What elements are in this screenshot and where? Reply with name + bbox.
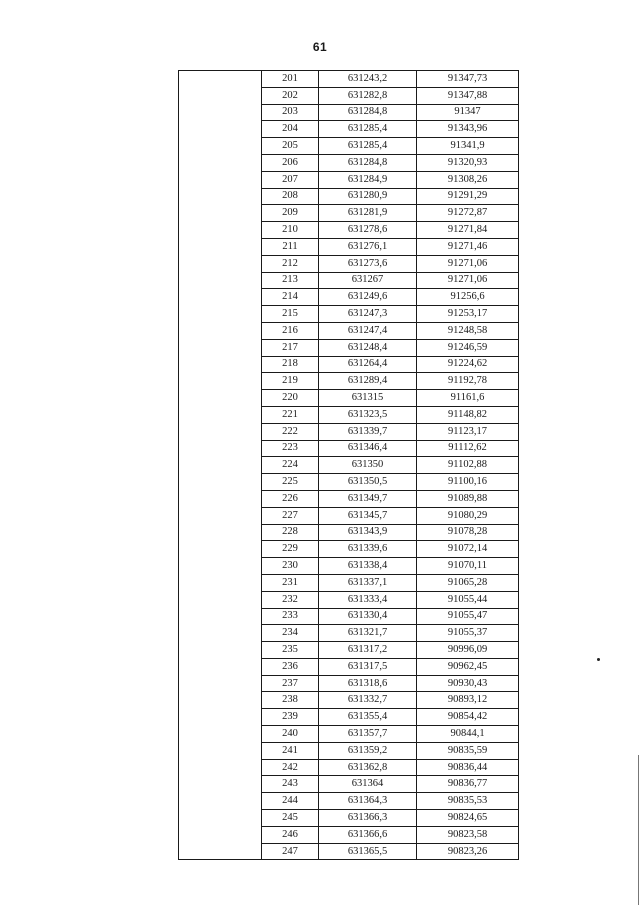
- y-coordinate-cell: 90835,59: [417, 742, 519, 759]
- y-coordinate-cell: 91224,62: [417, 356, 519, 373]
- point-number-cell: 242: [262, 759, 319, 776]
- x-coordinate-cell: 631366,3: [319, 810, 417, 827]
- y-coordinate-cell: 91271,84: [417, 222, 519, 239]
- point-number-cell: 243: [262, 776, 319, 793]
- point-number-cell: 211: [262, 238, 319, 255]
- x-coordinate-cell: 631345,7: [319, 507, 417, 524]
- y-coordinate-cell: 91253,17: [417, 306, 519, 323]
- y-coordinate-cell: 91065,28: [417, 574, 519, 591]
- y-coordinate-cell: 91320,93: [417, 154, 519, 171]
- y-coordinate-cell: 91102,88: [417, 457, 519, 474]
- point-number-cell: 223: [262, 440, 319, 457]
- y-coordinate-cell: 91055,44: [417, 591, 519, 608]
- point-number-cell: 222: [262, 423, 319, 440]
- y-coordinate-cell: 91248,58: [417, 322, 519, 339]
- x-coordinate-cell: 631284,8: [319, 104, 417, 121]
- point-number-cell: 224: [262, 457, 319, 474]
- y-coordinate-cell: 91078,28: [417, 524, 519, 541]
- point-number-cell: 228: [262, 524, 319, 541]
- x-coordinate-cell: 631317,5: [319, 658, 417, 675]
- y-coordinate-cell: 90835,53: [417, 793, 519, 810]
- point-number-cell: 205: [262, 138, 319, 155]
- x-coordinate-cell: 631284,9: [319, 171, 417, 188]
- y-coordinate-cell: 91246,59: [417, 339, 519, 356]
- y-coordinate-cell: 91055,47: [417, 608, 519, 625]
- x-coordinate-cell: 631278,6: [319, 222, 417, 239]
- y-coordinate-cell: 91123,17: [417, 423, 519, 440]
- x-coordinate-cell: 631281,9: [319, 205, 417, 222]
- coordinates-table-body: [179, 71, 519, 860]
- point-number-cell: 212: [262, 255, 319, 272]
- point-number-cell: 210: [262, 222, 319, 239]
- y-coordinate-cell: 91343,96: [417, 121, 519, 138]
- x-coordinate-cell: 631247,4: [319, 322, 417, 339]
- x-coordinate-cell: 631364,3: [319, 793, 417, 810]
- x-coordinate-cell: 631267: [319, 272, 417, 289]
- x-coordinate-cell: 631350,5: [319, 474, 417, 491]
- point-number-cell: 202: [262, 87, 319, 104]
- y-coordinate-cell: 91070,11: [417, 558, 519, 575]
- x-coordinate-cell: 631264,4: [319, 356, 417, 373]
- x-coordinate-cell: 631248,4: [319, 339, 417, 356]
- x-coordinate-cell: 631350: [319, 457, 417, 474]
- point-number-cell: 240: [262, 726, 319, 743]
- y-coordinate-cell: 91089,88: [417, 490, 519, 507]
- x-coordinate-cell: 631365,5: [319, 843, 417, 860]
- y-coordinate-cell: 91100,16: [417, 474, 519, 491]
- y-coordinate-cell: 91112,62: [417, 440, 519, 457]
- point-number-cell: 230: [262, 558, 319, 575]
- point-number-cell: 215: [262, 306, 319, 323]
- y-coordinate-cell: 91161,6: [417, 390, 519, 407]
- x-coordinate-cell: 631339,7: [319, 423, 417, 440]
- x-coordinate-cell: 631284,8: [319, 154, 417, 171]
- point-number-cell: 241: [262, 742, 319, 759]
- point-number-cell: 229: [262, 541, 319, 558]
- point-number-cell: 208: [262, 188, 319, 205]
- y-coordinate-cell: 91271,06: [417, 255, 519, 272]
- y-coordinate-cell: 91347: [417, 104, 519, 121]
- y-coordinate-cell: 91192,78: [417, 373, 519, 390]
- point-number-cell: 233: [262, 608, 319, 625]
- y-coordinate-cell: 90824,65: [417, 810, 519, 827]
- x-coordinate-cell: 631318,6: [319, 675, 417, 692]
- x-coordinate-cell: 631280,9: [319, 188, 417, 205]
- page-number: 61: [312, 40, 328, 54]
- x-coordinate-cell: 631273,6: [319, 255, 417, 272]
- point-number-cell: 226: [262, 490, 319, 507]
- point-number-cell: 201: [262, 71, 319, 88]
- coordinates-table: [178, 70, 519, 860]
- x-coordinate-cell: 631338,4: [319, 558, 417, 575]
- y-coordinate-cell: 90962,45: [417, 658, 519, 675]
- x-coordinate-cell: 631249,6: [319, 289, 417, 306]
- x-coordinate-cell: 631349,7: [319, 490, 417, 507]
- point-number-cell: 235: [262, 642, 319, 659]
- x-coordinate-cell: 631289,4: [319, 373, 417, 390]
- y-coordinate-cell: 90844,1: [417, 726, 519, 743]
- point-number-cell: 203: [262, 104, 319, 121]
- point-number-cell: 204: [262, 121, 319, 138]
- x-coordinate-cell: 631339,6: [319, 541, 417, 558]
- point-number-cell: 232: [262, 591, 319, 608]
- x-coordinate-cell: 631330,4: [319, 608, 417, 625]
- point-number-cell: 216: [262, 322, 319, 339]
- x-coordinate-cell: 631346,4: [319, 440, 417, 457]
- point-number-cell: 219: [262, 373, 319, 390]
- x-coordinate-cell: 631332,7: [319, 692, 417, 709]
- point-number-cell: 209: [262, 205, 319, 222]
- point-number-cell: 245: [262, 810, 319, 827]
- scan-speck: [597, 658, 600, 661]
- x-coordinate-cell: 631343,9: [319, 524, 417, 541]
- y-coordinate-cell: 91148,82: [417, 406, 519, 423]
- y-coordinate-cell: 90996,09: [417, 642, 519, 659]
- point-number-cell: 213: [262, 272, 319, 289]
- point-number-cell: 246: [262, 826, 319, 843]
- point-number-cell: 227: [262, 507, 319, 524]
- point-number-cell: 237: [262, 675, 319, 692]
- y-coordinate-cell: 91291,29: [417, 188, 519, 205]
- x-coordinate-cell: 631285,4: [319, 138, 417, 155]
- point-number-cell: 217: [262, 339, 319, 356]
- y-coordinate-cell: 91308,26: [417, 171, 519, 188]
- point-number-cell: 239: [262, 709, 319, 726]
- y-coordinate-cell: 91271,06: [417, 272, 519, 289]
- point-number-cell: 207: [262, 171, 319, 188]
- point-number-cell: 234: [262, 625, 319, 642]
- y-coordinate-cell: 90823,58: [417, 826, 519, 843]
- y-coordinate-cell: 90854,42: [417, 709, 519, 726]
- point-number-cell: 214: [262, 289, 319, 306]
- x-coordinate-cell: 631323,5: [319, 406, 417, 423]
- x-coordinate-cell: 631247,3: [319, 306, 417, 323]
- y-coordinate-cell: 91341,9: [417, 138, 519, 155]
- blank-merged-cell: [179, 71, 262, 860]
- x-coordinate-cell: 631317,2: [319, 642, 417, 659]
- point-number-cell: 236: [262, 658, 319, 675]
- y-coordinate-cell: 91055,37: [417, 625, 519, 642]
- x-coordinate-cell: 631315: [319, 390, 417, 407]
- point-number-cell: 225: [262, 474, 319, 491]
- x-coordinate-cell: 631243,2: [319, 71, 417, 88]
- point-number-cell: 247: [262, 843, 319, 860]
- point-number-cell: 238: [262, 692, 319, 709]
- point-number-cell: 218: [262, 356, 319, 373]
- x-coordinate-cell: 631321,7: [319, 625, 417, 642]
- x-coordinate-cell: 631362,8: [319, 759, 417, 776]
- x-coordinate-cell: 631333,4: [319, 591, 417, 608]
- y-coordinate-cell: 91347,88: [417, 87, 519, 104]
- x-coordinate-cell: 631276,1: [319, 238, 417, 255]
- x-coordinate-cell: 631357,7: [319, 726, 417, 743]
- y-coordinate-cell: 90823,26: [417, 843, 519, 860]
- point-number-cell: 231: [262, 574, 319, 591]
- y-coordinate-cell: 90836,77: [417, 776, 519, 793]
- y-coordinate-cell: 91347,73: [417, 71, 519, 88]
- point-number-cell: 221: [262, 406, 319, 423]
- x-coordinate-cell: 631366,6: [319, 826, 417, 843]
- point-number-cell: 244: [262, 793, 319, 810]
- y-coordinate-cell: 91256,6: [417, 289, 519, 306]
- y-coordinate-cell: 91080,29: [417, 507, 519, 524]
- x-coordinate-cell: 631282,8: [319, 87, 417, 104]
- x-coordinate-cell: 631359,2: [319, 742, 417, 759]
- y-coordinate-cell: 91271,46: [417, 238, 519, 255]
- x-coordinate-cell: 631364: [319, 776, 417, 793]
- point-number-cell: 220: [262, 390, 319, 407]
- y-coordinate-cell: 90836,44: [417, 759, 519, 776]
- y-coordinate-cell: 90893,12: [417, 692, 519, 709]
- y-coordinate-cell: 91272,87: [417, 205, 519, 222]
- y-coordinate-cell: 91072,14: [417, 541, 519, 558]
- x-coordinate-cell: 631285,4: [319, 121, 417, 138]
- x-coordinate-cell: 631355,4: [319, 709, 417, 726]
- x-coordinate-cell: 631337,1: [319, 574, 417, 591]
- scan-edge-line: [638, 755, 639, 905]
- y-coordinate-cell: 90930,43: [417, 675, 519, 692]
- table-row: [179, 71, 519, 88]
- point-number-cell: 206: [262, 154, 319, 171]
